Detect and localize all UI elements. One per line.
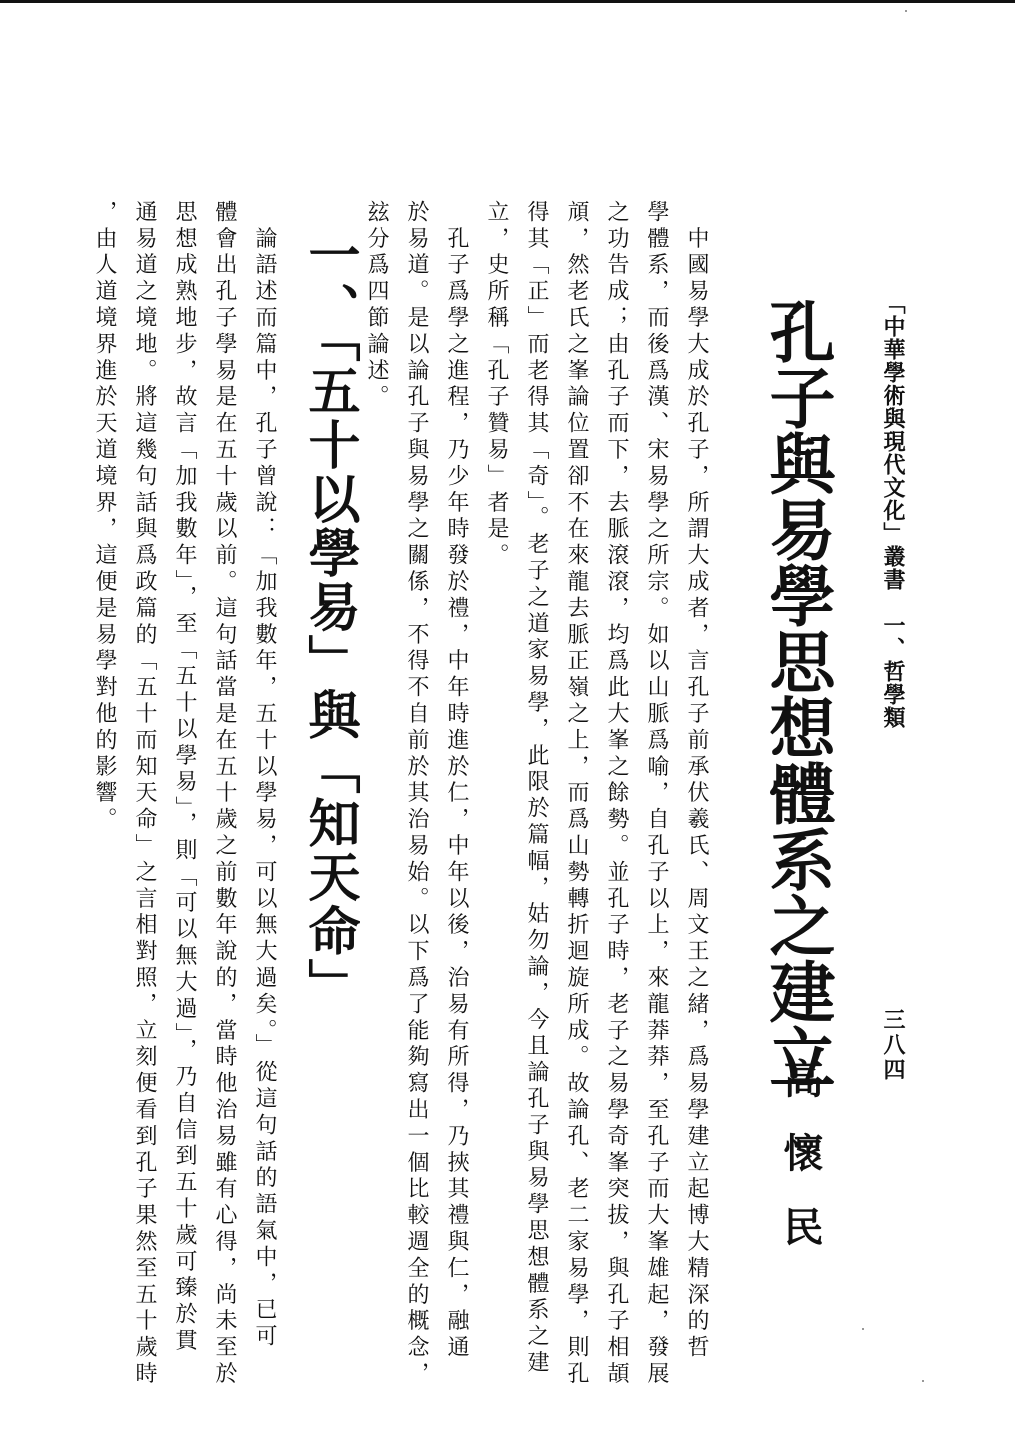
scan-speck	[862, 1328, 864, 1330]
series-header: 「中華學術與現代文化」叢書 一、哲學類	[880, 292, 906, 729]
paragraph3-line: 體會出孔子學易是在五十歲以前。這句話當是在五十歲之前數年說的，當時他治易雖有心得，尚未至於	[212, 200, 237, 1388]
paragraph1-line: 頏，然老氏之峯論位置卻不在來龍去脈正嶺之上，而爲山勢轉折迴旋所成。故論孔、老二家易學，則孔	[564, 200, 589, 1388]
paragraph1-line: 得其「正」而老得其「奇」。老子之道家易學，此限於篇幅，姑勿論，今且論孔子與易學思想體系之建	[524, 200, 549, 1377]
top-border-line	[0, 0, 1015, 3]
paragraph3-line: 思想成熟地步，故言「加我數年」，至「五十以學易」，則「可以無大過」，乃自信到五十歲可臻於貫	[172, 200, 197, 1355]
paragraph3-line: 通易道之境地。將這幾句話與爲政篇的「五十而知天命」之言相對照，立刻便看到孔子果然至五十歲時	[132, 200, 157, 1388]
paragraph2-line: 孔子爲學之進程，乃少年時發於禮，中年時進於仁，中年以後，治易有所得，乃挾其禮與仁，融通	[444, 200, 469, 1362]
page-number: 三八四	[880, 1008, 906, 1083]
scan-speck	[905, 10, 907, 12]
paragraph2-line: 於易道。是以論孔子與易學之關係，不得不自前於其治易始。以下爲了能夠寫出一個比較週全的概念，	[404, 200, 429, 1388]
paragraph3-line: ，由人道境界進於天道境界，這便是易學對他的影響。	[92, 200, 117, 834]
paragraph1-line: 立，史所稱「孔子贊易」者是。	[484, 200, 509, 570]
author-name: 高懷民	[777, 1058, 824, 1280]
paragraph1-line: 之功告成；由孔子而下，去脈滾滾，均爲此大峯之餘勢。並孔子時，老子之易學奇峯突拔，與孔子相頡	[604, 200, 629, 1388]
scan-speck	[922, 1380, 924, 1382]
paragraph1-line: 中國易學大成於孔子，所謂大成者，言孔子前承伏羲氏、周文王之緒，爲易學建立起博大精深的哲	[684, 200, 709, 1362]
paragraph2-line: 玆分爲四節論述。	[364, 200, 389, 412]
article-title: 孔子與易學思想體系之建立	[758, 298, 836, 1090]
paragraph3-line: 論語述而篇中，孔子曾說：「加我數年，五十以學易，可以無大過矣。」從這句話的語氣中，已可	[252, 200, 277, 1351]
paragraph1-line: 學體系，而後爲漢、宋易學之所宗。如以山脈爲喻，自孔子以上，來龍莽莽，至孔子而大峯雄起，發展	[644, 200, 669, 1388]
section-heading: 一、「五十以學易」與「知天命」	[299, 228, 360, 1012]
